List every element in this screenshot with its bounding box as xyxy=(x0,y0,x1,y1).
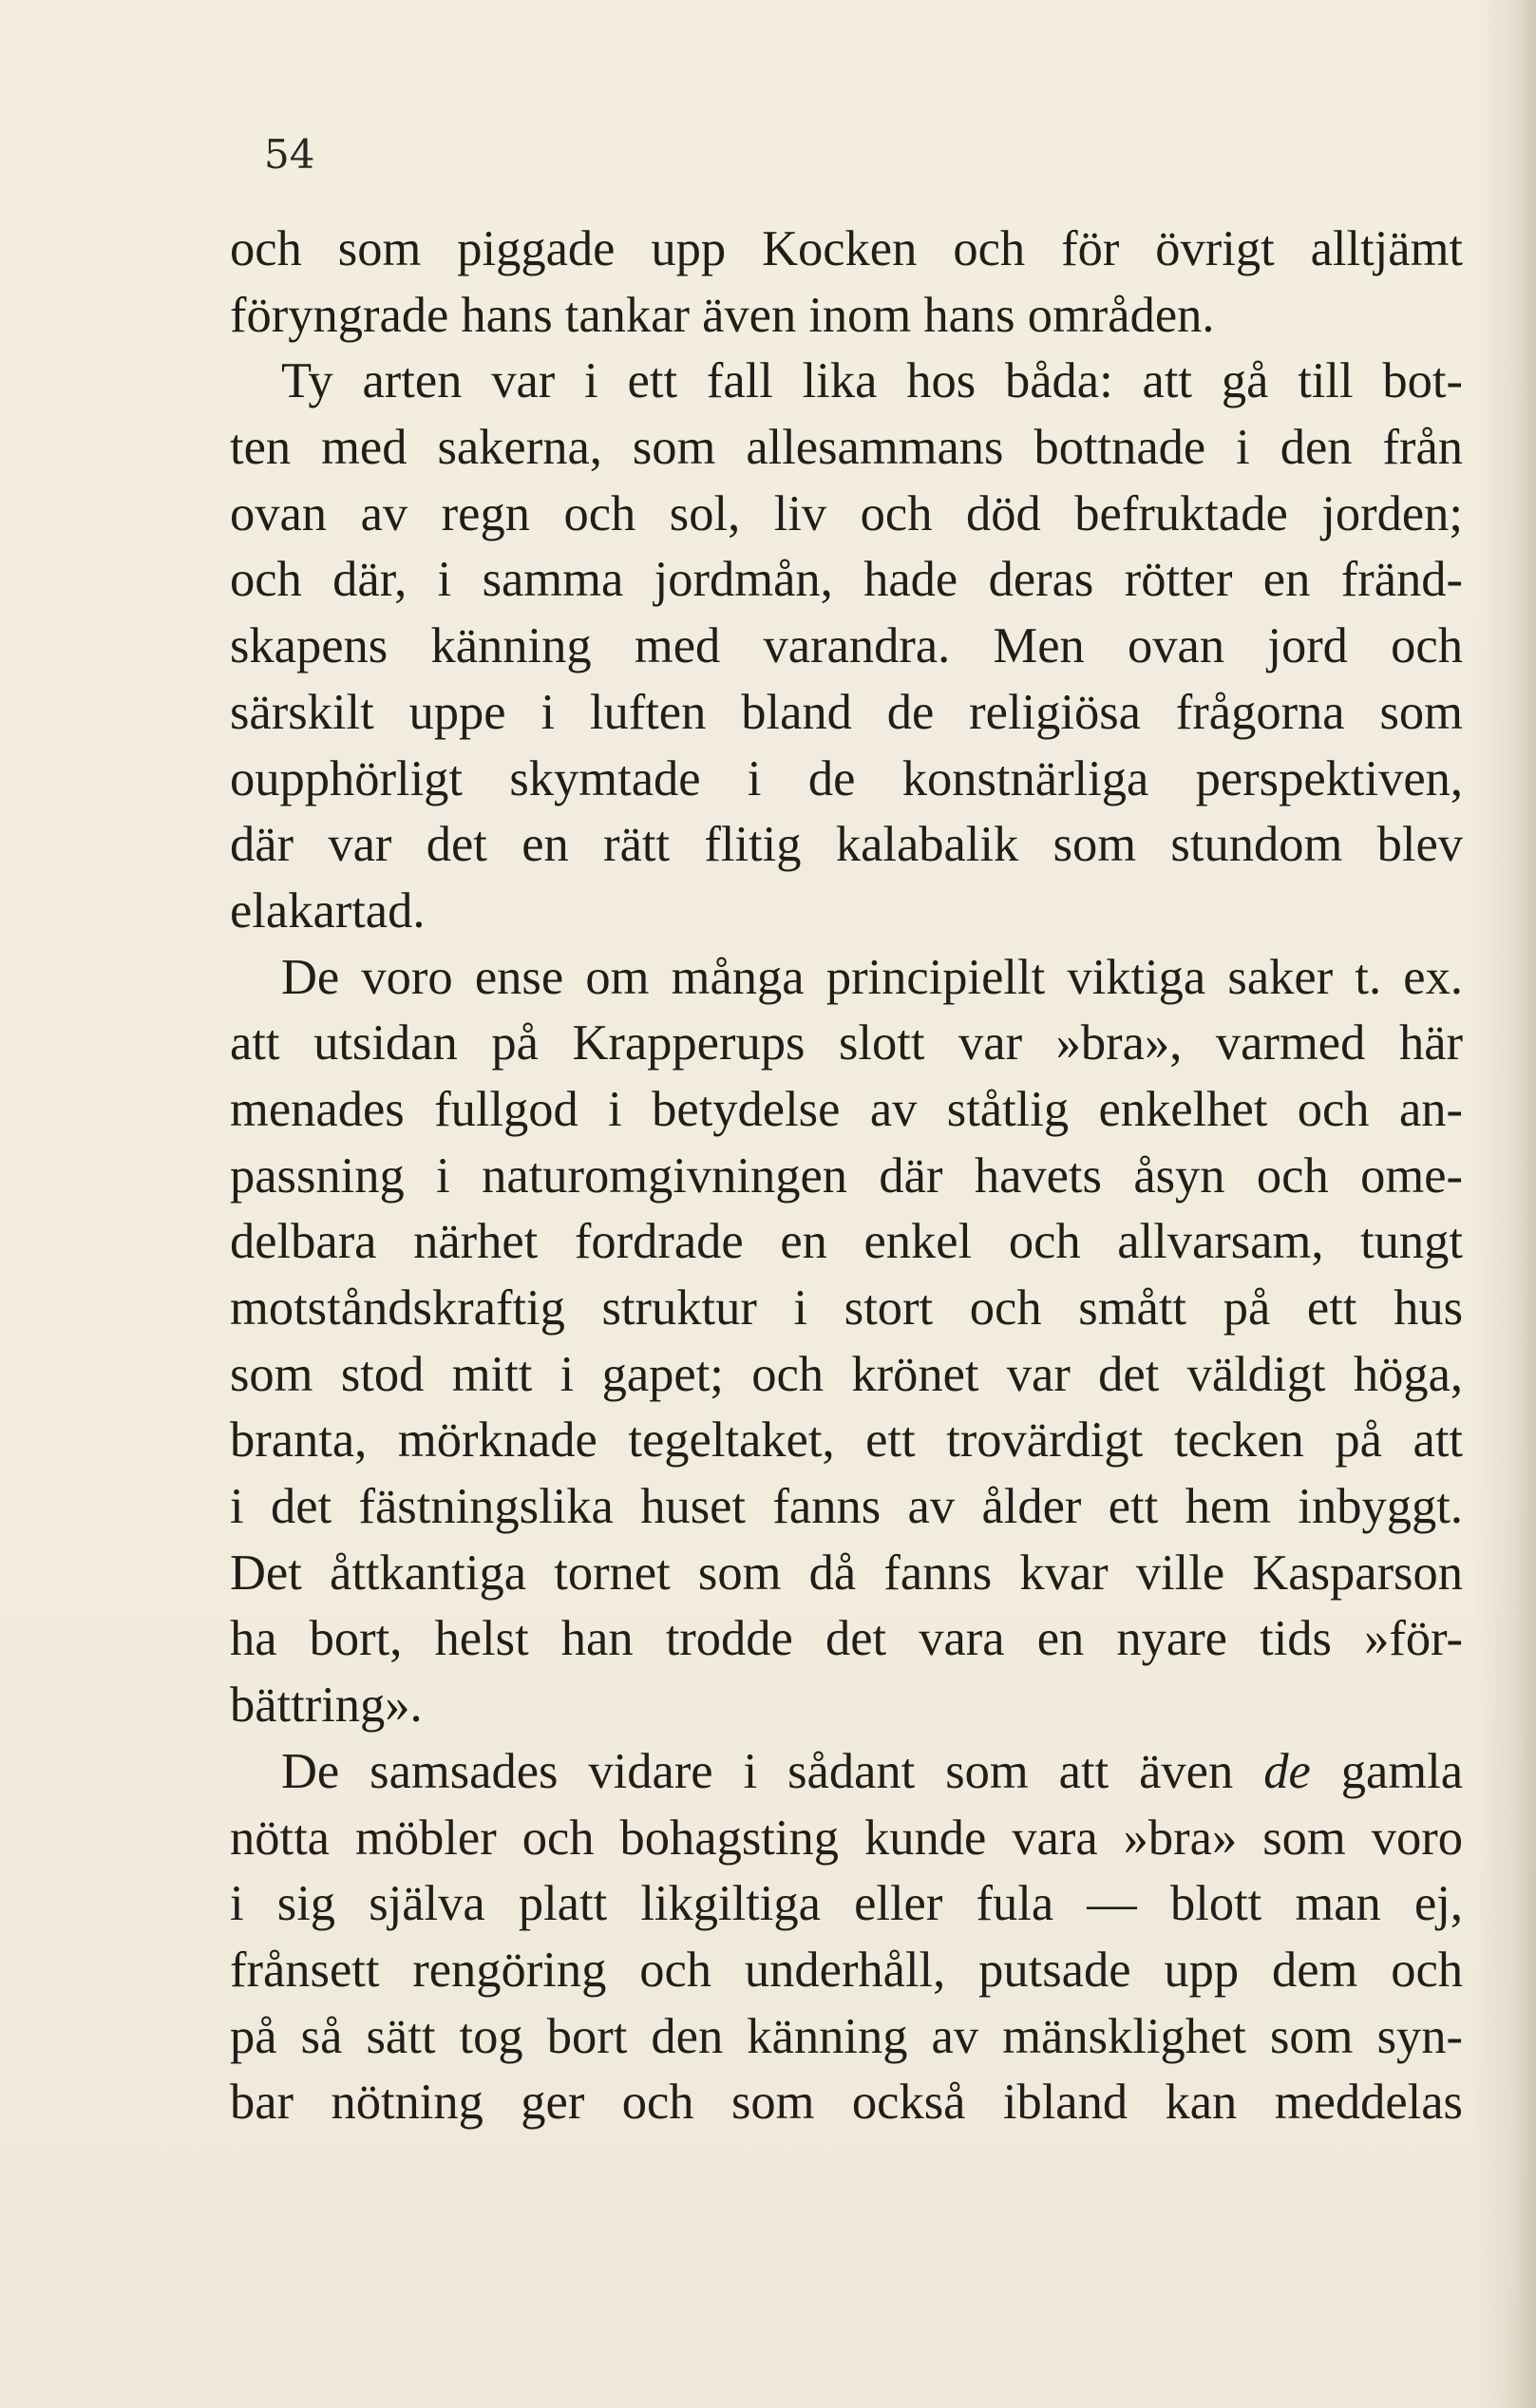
text-line: branta, mörknade tegeltaket, ett trovärdigt tecken på att xyxy=(230,1413,1463,1469)
text-line: och som piggade upp Kocken och för övrigt alltjämt xyxy=(230,221,1463,276)
text-line: i sig själva platt likgiltiga eller fula — blott man ej, xyxy=(230,1876,1463,1932)
text-line: att utsidan på Krapperups slott var »bra», varmed här xyxy=(230,1015,1463,1071)
text-line: och där, i samma jordmån, hade deras rötter en fränd- xyxy=(230,552,1463,608)
page-number: 54 xyxy=(264,131,315,178)
text-line: delbara närhet fordrade en enkel och allvarsam, tungt xyxy=(230,1214,1463,1270)
text-line: ovan av regn och sol, liv och död befruktade jorden; xyxy=(230,485,1463,541)
text-line: bättring». xyxy=(230,1678,423,1734)
text-line: frånsett rengöring och underhåll, putsade upp dem och xyxy=(230,1942,1463,1998)
text-line: motståndskraftig struktur i stort och smått på ett hus xyxy=(230,1280,1463,1336)
italic-word: de xyxy=(1263,1743,1311,1799)
text-line: föryngrade hans tankar även inom hans områden. xyxy=(230,287,1215,343)
text-line-with-emphasis xyxy=(230,1739,1463,1806)
text-line: De voro ense om många principiellt viktiga saker t. ex. xyxy=(281,949,1463,1005)
text-line: Ty arten var i ett fall lika hos båda: att gå till bot- xyxy=(281,353,1463,409)
text-line: ten med sakerna, som allesammans bottnade i den från xyxy=(230,420,1463,476)
text-line: som stod mitt i gapet; och krönet var det väldigt höga, xyxy=(230,1346,1463,1402)
text-segment: De samsades vidare i sådant som att även xyxy=(281,1743,1234,1799)
text-line: oupphörligt skymtade i de konstnärliga perspektiven, xyxy=(230,750,1463,806)
text-line: menades fullgod i betydelse av ståtlig enkelhet och an- xyxy=(230,1081,1463,1137)
text-line: där var det en rätt flitig kalabalik som stundom blev xyxy=(230,817,1463,873)
text-line: skapens känning med varandra. Men ovan jord och xyxy=(230,618,1463,674)
text-line: elakartad. xyxy=(230,882,426,939)
body-text xyxy=(230,217,1463,2136)
text-line: passning i naturomgivningen där havets åsyn och ome- xyxy=(230,1147,1463,1204)
text-line: särskilt uppe i luften bland de religiösa frågorna som xyxy=(230,684,1463,740)
text-line: på så sätt tog bort den känning av mänsklighet som syn- xyxy=(230,2008,1463,2064)
text-line: ha bort, helst han trodde det vara en nyare tids »för- xyxy=(230,1611,1463,1667)
text-line: Det åttkantiga tornet som då fanns kvar ville Kasparson xyxy=(230,1545,1463,1601)
text-line: bar nötning ger och som också ibland kan meddelas xyxy=(230,2075,1463,2131)
text-segment: gamla xyxy=(1340,1743,1464,1799)
text-line: i det fästningslika huset fanns av ålder ett hem inbyggt. xyxy=(230,1479,1463,1535)
text-line: nötta möbler och bohagsting kunde vara »bra» som voro xyxy=(230,1810,1463,1866)
